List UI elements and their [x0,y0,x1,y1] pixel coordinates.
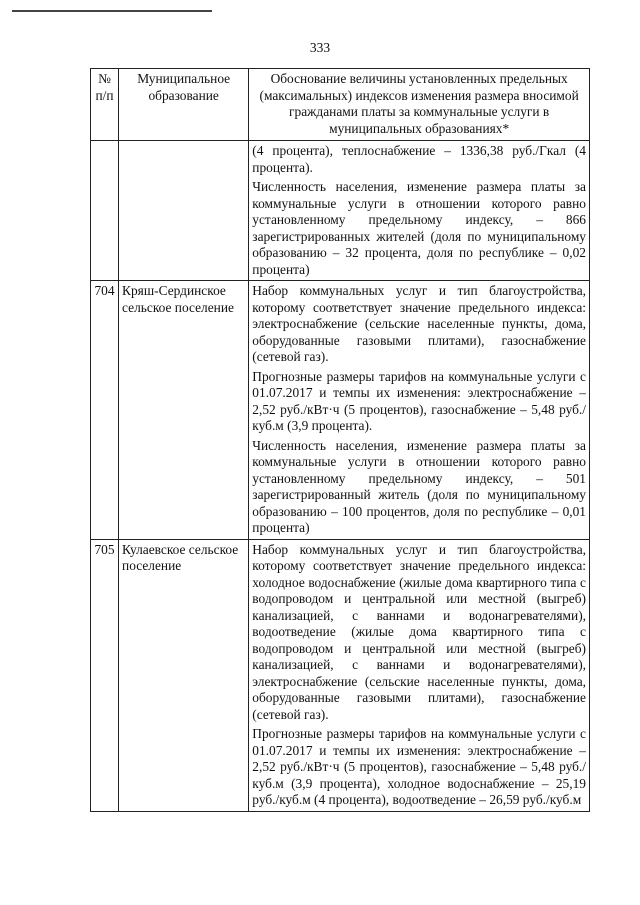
row-number [91,141,119,281]
row-number: 705 [91,539,119,811]
top-rule [12,10,212,12]
municipality-name [119,141,249,281]
table-header-row [91,69,590,141]
justification-paragraph: Прогнозные размеры тарифов на коммунальные услуги с 01.07.2017 и темпы их изменения: электроснабжение – 2,52 руб./кВт·ч (5 процентов), газоснабжение – 5,48 руб./куб.м (3,9 процента). [252,368,586,433]
tariff-table [90,68,590,812]
table-row [91,539,590,811]
table-row [91,281,590,540]
justification-cell [249,141,590,281]
header-municipality: Муниципальное образование [119,69,249,141]
row-number: 704 [91,281,119,540]
justification-paragraph: (4 процента), теплоснабжение – 1336,38 руб./Гкал (4 процента). [252,143,586,175]
justification-paragraph: Численность населения, изменение размера платы за коммунальные услуги в отношении которого равно установленному предельному индексу, – 501 зарегистрированный житель (доля по муниципальному образованию – 100 процентов, доля по республике – 0,01 процента) [252,437,586,535]
justification-paragraph: Набор коммунальных услуг и тип благоустройства, которому соответствует значение предельного индекса: холодное водоснабжение (жилые дома квартирного типа с водопроводом и центральной или местной (выгреб) канализацией, с ваннами и водонагревателями), водоотведение (жилые дома квартирного типа с водопроводом и центральной или местной (выгреб) канализацией, с ваннами и водонагревателями), электроснабжение (сельские населенные пункты, дома, оборудованные газовыми плитами), газоснабжение (сетевой газ). [252,541,586,722]
table-row [91,141,590,281]
justification-cell [249,539,590,811]
header-justification: Обоснование величины установленных предельных (максимальных) индексов изменения размера вносимой гражданами платы за коммунальные услуги в муниципальных образованиях* [249,69,590,141]
municipality-name: Кряш-Сердинское сельское поселение [119,281,249,540]
justification-cell [249,281,590,540]
page-number: 333 [309,40,331,55]
header-num: № п/п [91,69,119,141]
justification-paragraph: Набор коммунальных услуг и тип благоустройства, которому соответствует значение предельного индекса: электроснабжение (сельские населенные пункты, дома, оборудованные газовыми плитами), газоснабжение (сетевой газ). [252,283,586,364]
municipality-name: Кулаевское сельское поселение [119,539,249,811]
justification-paragraph: Прогнозные размеры тарифов на коммунальные услуги с 01.07.2017 и темпы их изменения: электроснабжение – 2,52 руб./кВт·ч (5 процентов), газоснабжение – 5,48 руб./куб.м (3,9 процента), холодное водоснабжение – 25,19 руб./куб.м (4 процента), водоотведение – 26,59 руб./куб.м [252,726,586,807]
justification-paragraph: Численность населения, изменение размера платы за коммунальные услуги в отношении которого равно установленному предельному индексу, – 866 зарегистрированных жителей (доля по муниципальному образованию – 32 процента, доля по республике – 0,02 процента) [252,179,586,277]
